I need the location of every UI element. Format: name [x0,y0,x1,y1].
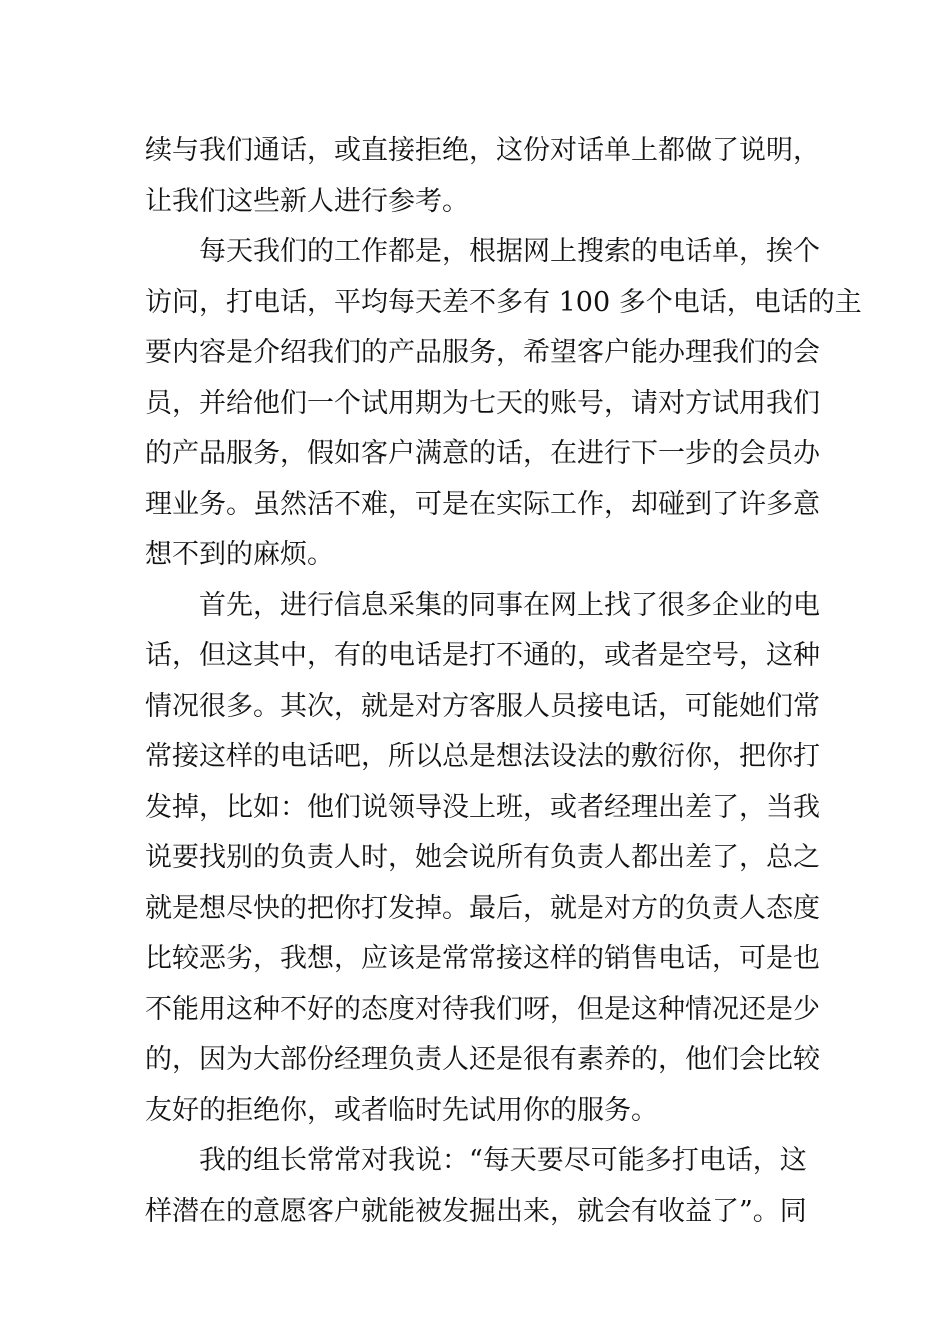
text-line: 就是想尽快的把你打发掉。最后，就是对方的负责人态度 [145,892,820,924]
document-body [145,126,862,1237]
text-line: 话，但这其中，有的电话是打不通的，或者是空号，这种 [145,640,820,671]
text-line: 发掉，比如：他们说领导没上班，或者经理出差了，当我 [145,791,820,823]
text-line: 我的组长常常对我说：“每天要尽可能多打电话，这 [145,1145,807,1176]
text-line: 的产品服务，假如客户满意的话，在进行下一步的会员办 [145,438,820,469]
text-line: 员，并给他们一个试用期为七天的账号，请对方试用我们 [145,387,820,419]
text-line: 比较恶劣，我想，应该是常常接这样的销售电话，可是也 [145,943,820,974]
text-line: 想不到的麻烦。 [145,539,334,570]
text-line: 常接这样的电话吧，所以总是想法设法的敷衍你，把你打 [145,741,820,772]
text-line: 让我们这些新人进行参考。 [145,185,469,217]
text-line: 情况很多。其次，就是对方客服人员接电话，可能她们常 [145,690,820,722]
text-line: 友好的拒绝你，或者临时先试用你的服务。 [145,1094,658,1126]
text-line: 理业务。虽然活不难，可是在实际工作，却碰到了许多意 [145,488,820,520]
text-line: 的，因为大部份经理负责人还是很有素养的，他们会比较 [145,1044,820,1075]
text-line: 要内容是介绍我们的产品服务，希望客户能办理我们的会 [145,337,820,368]
text-line: 访问，打电话，平均每天差不多有 100 多个电话，电话的主 [145,286,862,318]
text-line: 样潜在的意愿客户就能被发掘出来，就会有收益了”。同 [145,1195,807,1227]
text-line: 每天我们的工作都是，根据网上搜索的电话单，挨个 [145,236,820,267]
text-line: 说要找别的负责人时，她会说所有负责人都出差了，总之 [145,842,820,873]
text-line: 续与我们通话，或直接拒绝，这份对话单上都做了说明， [145,135,820,166]
text-line: 首先，进行信息采集的同事在网上找了很多企业的电 [145,589,820,621]
text-line: 不能用这种不好的态度对待我们呀，但是这种情况还是少 [145,993,820,1025]
